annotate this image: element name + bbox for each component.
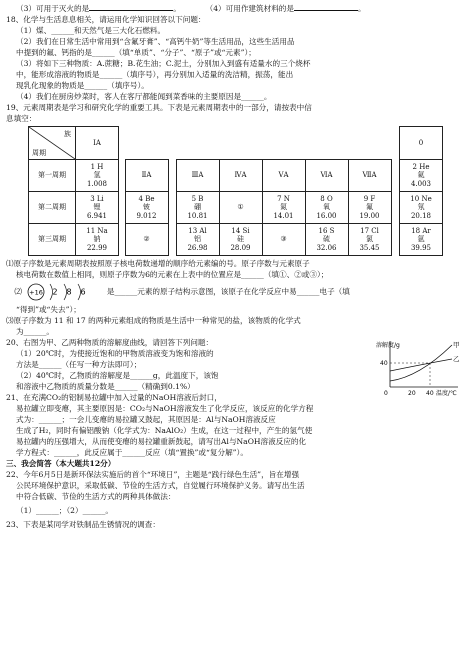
element-Al: 13 Al 铝 26.98	[176, 224, 219, 256]
period-1: 第一周期	[29, 160, 76, 192]
q19-stem: 19、元素周期表是学习和研究化学的重要工具。下表是元素周期表中的一部分，请按表中信	[6, 103, 312, 112]
q20-stem: 20、右图为甲、乙两种物质的溶解度曲线，请回答下列问题：	[6, 338, 214, 347]
q19-sub3b: 为______。	[16, 327, 54, 336]
group-5a: ⅤA	[262, 160, 305, 192]
q21-d: 生成了H₂，同时有偏铝酸钠（化学式为：NaAlO₂）生成，在这一过程中，产生的氢气使	[16, 426, 313, 435]
section-3-heading: 三、我会简答（本大题共12分）	[6, 459, 116, 468]
q17-4-text: （4）可用作建筑材料的是	[205, 4, 294, 13]
atom-structure-diagram	[24, 280, 104, 304]
svg-text:8: 8	[66, 287, 72, 297]
q21-a: 21、在充满CO₂的铝制易拉罐中加入过量的NaOH溶液后封口，	[6, 393, 222, 402]
element-Ne: 10 Ne 氖 20.18	[400, 192, 443, 224]
q18-part2a: （2）我们在日常生活中常用到“含氟牙膏”、“高钙牛奶”等生活用品，这些生活用品	[16, 37, 295, 46]
table-corner: 族 周期	[29, 127, 76, 160]
q21-e: 易拉罐内的压强增大，从而使变瘪的易拉罐重新鼓起，请写出Al与NaOH溶液反应的化	[16, 437, 307, 446]
group-7a: ⅦA	[348, 160, 391, 192]
top-line: （3）可用于灭火的是 。 （4）可用作建筑材料的是 。	[16, 4, 366, 13]
element-B: 5 B 硼 10.81	[176, 192, 219, 224]
svg-text:温度/℃: 温度/℃	[436, 390, 457, 397]
q21-f: 学方程式：______，此反应属于______反应（填“置换”或“复分解”）。	[16, 448, 248, 457]
q23-stem: 23、下表是某同学对铁制品生锈情况的调查：	[6, 520, 160, 529]
svg-text:6: 6	[80, 287, 86, 297]
exam-page	[6, 2, 466, 530]
q19-stem2: 息填空：	[6, 114, 37, 123]
svg-text:2: 2	[52, 287, 58, 297]
solubility-chart	[374, 337, 464, 399]
element-Na: 11 Na 钠 22.99	[76, 224, 119, 256]
svg-text:乙: 乙	[453, 355, 460, 363]
q18-part3c: 现乳化现象的物质是______（填序号）。	[16, 81, 149, 90]
svg-text:20: 20	[408, 390, 416, 397]
svg-text:+16: +16	[29, 288, 44, 297]
q19-sub1a: ⑴原子序数是元素周期表按照原子核电荷数递增的顺序给元素编的号。原子序数与元素原子	[6, 259, 310, 268]
q18-part4: （4）我们在厨房炒菜时，客人在客厅都能闻到菜香味的主要原因是______。	[16, 92, 272, 101]
element-Cl: 17 Cl 氯 35.45	[348, 224, 391, 256]
q22-answers: （1）______；（2）______。	[16, 506, 113, 515]
group-1a: ⅠA	[76, 127, 119, 160]
position-1: ①	[219, 192, 262, 224]
q22-c: 中符合低碳、节俭的生活方式的两种具体做法：	[16, 492, 176, 501]
q18-part3a: （3）将如下三种物质：A.蔗糖；B.花生油；C.泥土，分别加入到盛有适量水的三个烧杯	[16, 59, 311, 68]
answer-blank[interactable]	[89, 2, 173, 11]
q21-b: 易拉罐立即变瘪，其主要原因是：CO₂与NaOH溶液发生了化学反应，该反应的化学方程	[16, 404, 314, 413]
q18-part3b: 中，能形成溶液的物质是______（填序号），再分别加入适量的洗洁精，振荡，能出	[16, 70, 294, 79]
element-Si: 14 Si 硅 28.09	[219, 224, 262, 256]
group-3a: ⅢA	[176, 160, 219, 192]
q20-part2b: 和溶液中乙物质的质量分数是______（精确到0.1%）	[16, 382, 195, 391]
q19-sub2: ⑵ +16 2 8 6 是______元素的原子结构示意图，该原子在化学反应中易______电子（填	[6, 280, 466, 304]
period-2: 第二周期	[29, 192, 76, 224]
group-6a: ⅥA	[305, 160, 348, 192]
period-3: 第三周期	[29, 224, 76, 256]
element-S: 16 S 硫 32.06	[305, 224, 348, 256]
q19-sub2b: “得到”或“失去”）；	[16, 305, 81, 314]
element-He: 2 He 氦 4.003	[400, 160, 443, 192]
element-F: 9 F 氟 19.00	[348, 192, 391, 224]
position-3: ③	[262, 224, 305, 256]
group-0: 0	[400, 127, 443, 160]
q19-sub3a: ⑶原子序数为 11 和 17 的两种元素组成的物质是生活中一种常见的盐，该物质的化学式	[6, 316, 301, 325]
q19-sub1b: 核电荷数在数值上相同，则原子序数为6的元素在上表中的位置应是______（填①、②或③）；	[16, 270, 329, 279]
element-N: 7 N 氮 14.01	[262, 192, 305, 224]
q22-b: 公民环境保护意识，采取低碳、节俭的生活方式，自觉履行环境保护义务。请写出生活	[16, 481, 305, 490]
q20-block	[6, 337, 466, 397]
periodic-table	[28, 126, 443, 256]
svg-text:甲: 甲	[453, 341, 460, 349]
svg-text:溶解度/g: 溶解度/g	[376, 342, 400, 349]
q18-part2b: 中提到的氟、钙指的是______（填“单质”、“分子”、“原子”或“元素”）；	[16, 48, 256, 57]
element-Be: 4 Be 铍 9.012	[125, 192, 168, 224]
q18-part1: （1）煤、______和天然气是三大化石燃料。	[16, 26, 166, 35]
q18-stem: 18、化学与生活息息相关，请运用化学知识回答以下问题：	[6, 15, 206, 24]
svg-text:0: 0	[384, 390, 388, 397]
group-2a: ⅡA	[125, 160, 168, 192]
element-Ar: 18 Ar 氩 39.95	[400, 224, 443, 256]
element-H: 1 H 氢 1.008	[76, 160, 119, 192]
element-Li: 3 Li 锂 6.941	[76, 192, 119, 224]
svg-text:40: 40	[380, 360, 388, 367]
svg-text:40: 40	[426, 390, 434, 397]
q17-3-text: （3）可用于灭火的是	[16, 4, 90, 13]
q21-c: 式为：______；一会儿变瘪的易拉罐又鼓起，其原因是：Al与NaOH溶液反应	[16, 415, 276, 424]
q22-a: 22、今年6月5日是新环保法实施后的首个“环境日”，主题是“践行绿色生活”，旨在增强	[6, 470, 300, 479]
position-2: ②	[125, 224, 168, 256]
q20-part1b: 方法是______（任写一种方法即可）；	[16, 360, 142, 369]
group-4a: ⅣA	[219, 160, 262, 192]
element-O: 8 O 氧 16.00	[305, 192, 348, 224]
answer-blank[interactable]	[294, 2, 358, 11]
q20-part1a: （1）20℃时，为使接近饱和的甲物质溶液变为饱和溶液的	[16, 349, 214, 358]
q20-part2a: （2）40℃时，乙物质的溶解度是______g，此温度下，该饱	[16, 371, 219, 380]
